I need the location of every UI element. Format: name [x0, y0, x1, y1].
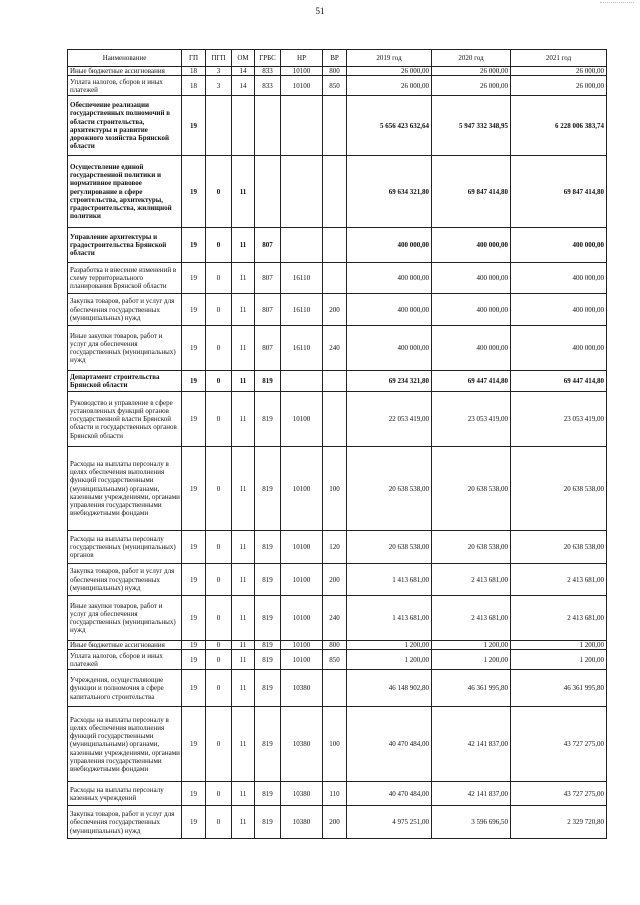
row-pgp: 0: [206, 392, 232, 447]
row-pgp: 0: [206, 670, 232, 707]
row-2020: 1 200,00: [432, 641, 511, 650]
row-nr: [281, 96, 323, 156]
row-name: Департамент строительства Брянской области: [68, 371, 182, 392]
row-2020: 69 447 414,80: [432, 371, 511, 392]
row-2020: 20 638 538,00: [432, 531, 511, 564]
row-2021: 2 413 681,00: [511, 596, 607, 641]
row-gp: 19: [182, 782, 206, 806]
row-2020: 26 000,00: [432, 76, 511, 96]
row-grbs: 807: [255, 263, 281, 294]
row-vr: 200: [323, 294, 347, 326]
row-2020: 23 053 419,00: [432, 392, 511, 447]
row-om: 11: [232, 670, 255, 707]
table-row: [68, 707, 607, 782]
row-name: Управление архитектуры и градостроительства Брянской области: [68, 228, 182, 263]
row-2019: 1 200,00: [347, 650, 432, 670]
row-2020: 42 141 837,00: [432, 782, 511, 806]
row-om: 14: [232, 67, 255, 76]
row-nr: 10100: [281, 76, 323, 96]
row-name: Иные закупки товаров, работ и услуг для обеспечения государственных (муниципальных) нужд: [68, 326, 182, 371]
row-gp: 19: [182, 156, 206, 228]
table-row: [68, 228, 607, 263]
row-grbs: 807: [255, 326, 281, 371]
row-grbs: 807: [255, 294, 281, 326]
header-2021: 2021 год: [511, 50, 607, 67]
row-grbs: [255, 96, 281, 156]
corner-mark: [600, 2, 634, 3]
row-2021: 1 200,00: [511, 650, 607, 670]
row-om: 11: [232, 596, 255, 641]
row-grbs: 819: [255, 670, 281, 707]
row-2021: 2 329 720,80: [511, 806, 607, 839]
row-pgp: 0: [206, 641, 232, 650]
row-nr: 10100: [281, 531, 323, 564]
row-grbs: 819: [255, 707, 281, 782]
row-2021: 1 200,00: [511, 641, 607, 650]
row-nr: 10380: [281, 707, 323, 782]
row-name: Учреждения, осуществляющие функции и полномочия в сфере капитального строительства: [68, 670, 182, 707]
row-2020: 400 000,00: [432, 326, 511, 371]
row-2021: 400 000,00: [511, 228, 607, 263]
table-row: [68, 392, 607, 447]
row-2020: 400 000,00: [432, 294, 511, 326]
row-nr: [281, 371, 323, 392]
row-name: Обеспечение реализации государственных полномочий в области строительства, архитектуры и развитие дорожного хозяйства Брянской области: [68, 96, 182, 156]
row-grbs: 819: [255, 564, 281, 596]
row-name: Расходы на выплаты персоналу казенных учреждений: [68, 782, 182, 806]
row-om: 11: [232, 447, 255, 531]
row-name: Расходы на выплаты персоналу в целях обеспечения выполнения функций государственными (муниципальными) органами, казенными учреждениями, органами управления государственными внебюджетными фондами: [68, 447, 182, 531]
row-2021: 26 000,00: [511, 76, 607, 96]
row-name: Закупка товаров, работ и услуг для обеспечения государственных (муниципальных) нужд: [68, 806, 182, 839]
row-2020: 3 596 696,50: [432, 806, 511, 839]
row-om: 11: [232, 650, 255, 670]
row-2021: 23 053 419,00: [511, 392, 607, 447]
row-2021: 6 228 006 383,74: [511, 96, 607, 156]
row-om: 11: [232, 641, 255, 650]
row-2021: 69 847 414,80: [511, 156, 607, 228]
row-2020: 20 638 538,00: [432, 447, 511, 531]
row-2019: 400 000,00: [347, 294, 432, 326]
table-row: [68, 326, 607, 371]
row-2020: 26 000,00: [432, 67, 511, 76]
row-nr: 10100: [281, 564, 323, 596]
row-2019: 1 200,00: [347, 641, 432, 650]
row-pgp: 0: [206, 531, 232, 564]
row-2020: 2 413 681,00: [432, 564, 511, 596]
row-pgp: 0: [206, 371, 232, 392]
row-grbs: 819: [255, 782, 281, 806]
row-pgp: [206, 96, 232, 156]
table-row: [68, 596, 607, 641]
header-gp: ГП: [182, 50, 206, 67]
row-2019: 20 638 538,00: [347, 447, 432, 531]
row-vr: 240: [323, 326, 347, 371]
row-grbs: 819: [255, 447, 281, 531]
row-nr: 10100: [281, 650, 323, 670]
row-2019: 400 000,00: [347, 326, 432, 371]
row-gp: 19: [182, 294, 206, 326]
row-pgp: 0: [206, 156, 232, 228]
table-row: [68, 806, 607, 839]
table-row: [68, 782, 607, 806]
row-gp: 19: [182, 447, 206, 531]
row-2021: 400 000,00: [511, 326, 607, 371]
row-2021: 20 638 538,00: [511, 531, 607, 564]
row-pgp: 0: [206, 782, 232, 806]
row-gp: 19: [182, 806, 206, 839]
row-2021: 26 000,00: [511, 67, 607, 76]
row-nr: 10100: [281, 67, 323, 76]
header-nr: НР: [281, 50, 323, 67]
row-grbs: 819: [255, 531, 281, 564]
row-vr: [323, 228, 347, 263]
row-grbs: 833: [255, 76, 281, 96]
row-2021: 400 000,00: [511, 294, 607, 326]
row-vr: 120: [323, 531, 347, 564]
row-om: 11: [232, 294, 255, 326]
row-2019: 69 234 321,80: [347, 371, 432, 392]
row-vr: 200: [323, 564, 347, 596]
row-2021: 400 000,00: [511, 263, 607, 294]
row-gp: 19: [182, 392, 206, 447]
row-om: 11: [232, 228, 255, 263]
row-2019: 40 470 484,00: [347, 707, 432, 782]
row-name: Разработка и внесение изменений в схему территориального планирования Брянской области: [68, 263, 182, 294]
row-2019: 400 000,00: [347, 263, 432, 294]
row-2021: 43 727 275,00: [511, 707, 607, 782]
row-vr: [323, 670, 347, 707]
row-2019: 1 413 681,00: [347, 596, 432, 641]
budget-table: [67, 49, 607, 839]
row-name: Уплата налогов, сборов и иных платежей: [68, 76, 182, 96]
row-gp: 19: [182, 596, 206, 641]
table-row: [68, 76, 607, 96]
row-2020: 1 200,00: [432, 650, 511, 670]
row-vr: [323, 371, 347, 392]
table-row: [68, 670, 607, 707]
row-name: Расходы на выплаты персоналу в целях обеспечения выполнения функций государственными (муниципальными) органами, казенными учреждениями, органами управления государственными внебюджетными фондами: [68, 707, 182, 782]
row-name: Уплата налогов, сборов и иных платежей: [68, 650, 182, 670]
row-2021: 43 727 275,00: [511, 782, 607, 806]
row-2020: 69 847 414,80: [432, 156, 511, 228]
row-gp: 18: [182, 67, 206, 76]
row-om: 11: [232, 392, 255, 447]
table-row: [68, 531, 607, 564]
row-nr: 10100: [281, 392, 323, 447]
row-om: 11: [232, 782, 255, 806]
row-nr: 10100: [281, 596, 323, 641]
row-pgp: 0: [206, 294, 232, 326]
row-2019: 69 634 321,80: [347, 156, 432, 228]
row-grbs: 833: [255, 67, 281, 76]
row-pgp: 0: [206, 806, 232, 839]
row-2020: 2 413 681,00: [432, 596, 511, 641]
row-name: Закупка товаров, работ и услуг для обеспечения государственных (муниципальных) нужд: [68, 564, 182, 596]
row-grbs: 819: [255, 371, 281, 392]
row-gp: 19: [182, 371, 206, 392]
row-vr: 100: [323, 447, 347, 531]
row-grbs: 819: [255, 806, 281, 839]
row-pgp: 0: [206, 650, 232, 670]
row-2019: 26 000,00: [347, 67, 432, 76]
row-om: 14: [232, 76, 255, 96]
row-gp: 19: [182, 531, 206, 564]
row-vr: [323, 96, 347, 156]
row-nr: 10380: [281, 782, 323, 806]
header-2020: 2020 год: [432, 50, 511, 67]
row-vr: 240: [323, 596, 347, 641]
header-name: Наименование: [68, 50, 182, 67]
row-gp: 19: [182, 326, 206, 371]
row-gp: 19: [182, 564, 206, 596]
row-om: [232, 96, 255, 156]
row-name: Руководство и управление в сфере установленных функций органов государственной власти Брянской области и государственных органов Брянской области: [68, 392, 182, 447]
table-row: [68, 447, 607, 531]
row-om: 11: [232, 156, 255, 228]
row-2019: 1 413 681,00: [347, 564, 432, 596]
row-2019: 46 148 902,80: [347, 670, 432, 707]
row-2020: 42 141 837,00: [432, 707, 511, 782]
row-gp: 19: [182, 650, 206, 670]
row-gp: 19: [182, 641, 206, 650]
row-vr: [323, 392, 347, 447]
row-2019: 400 000,00: [347, 228, 432, 263]
row-2021: 20 638 538,00: [511, 447, 607, 531]
row-nr: [281, 228, 323, 263]
row-pgp: 0: [206, 228, 232, 263]
row-gp: 19: [182, 228, 206, 263]
table-row: [68, 564, 607, 596]
header-vr: ВР: [323, 50, 347, 67]
row-pgp: 0: [206, 447, 232, 531]
row-vr: 800: [323, 67, 347, 76]
row-grbs: 819: [255, 596, 281, 641]
row-name: Иные бюджетные ассигнования: [68, 641, 182, 650]
row-2019: 22 053 419,00: [347, 392, 432, 447]
row-nr: 10100: [281, 641, 323, 650]
header-grbs: ГРБС: [255, 50, 281, 67]
row-pgp: 0: [206, 263, 232, 294]
row-vr: 100: [323, 707, 347, 782]
row-vr: [323, 156, 347, 228]
row-name: Иные закупки товаров, работ и услуг для обеспечения государственных (муниципальных) нужд: [68, 596, 182, 641]
row-pgp: 3: [206, 76, 232, 96]
row-vr: 850: [323, 76, 347, 96]
row-om: 11: [232, 564, 255, 596]
row-name: Иные бюджетные ассигнования: [68, 67, 182, 76]
table-row: [68, 96, 607, 156]
row-gp: 19: [182, 670, 206, 707]
table-header-row: [68, 50, 607, 67]
row-gp: 18: [182, 76, 206, 96]
row-vr: 850: [323, 650, 347, 670]
row-nr: 16110: [281, 263, 323, 294]
row-grbs: 807: [255, 228, 281, 263]
table-row: [68, 294, 607, 326]
row-name: Закупка товаров, работ и услуг для обеспечения государственных (муниципальных) нужд: [68, 294, 182, 326]
row-om: 11: [232, 806, 255, 839]
table-row: [68, 371, 607, 392]
row-gp: 19: [182, 96, 206, 156]
row-2020: 5 947 332 348,95: [432, 96, 511, 156]
row-nr: 16110: [281, 326, 323, 371]
row-pgp: 3: [206, 67, 232, 76]
row-2019: 26 000,00: [347, 76, 432, 96]
row-grbs: 819: [255, 650, 281, 670]
row-pgp: 0: [206, 596, 232, 641]
row-pgp: 0: [206, 326, 232, 371]
row-om: 11: [232, 326, 255, 371]
row-2021: 69 447 414,80: [511, 371, 607, 392]
row-nr: 10380: [281, 806, 323, 839]
row-gp: 19: [182, 263, 206, 294]
row-2020: 400 000,00: [432, 263, 511, 294]
row-om: 11: [232, 263, 255, 294]
row-name: Расходы на выплаты персоналу государственных (муниципальных) органов: [68, 531, 182, 564]
row-gp: 19: [182, 707, 206, 782]
row-2019: 4 975 251,00: [347, 806, 432, 839]
row-grbs: [255, 156, 281, 228]
row-pgp: 0: [206, 564, 232, 596]
table-row: [68, 641, 607, 650]
header-2019: 2019 год: [347, 50, 432, 67]
row-vr: 200: [323, 806, 347, 839]
row-name: Осуществление единой государственной политики и нормативное правовое регулирование в сфере строительства, архитектуры, градостроительства, жилищной политики: [68, 156, 182, 228]
row-2019: 5 656 423 632,64: [347, 96, 432, 156]
row-om: 11: [232, 707, 255, 782]
row-vr: 800: [323, 641, 347, 650]
row-2019: 40 470 484,00: [347, 782, 432, 806]
row-nr: 10100: [281, 447, 323, 531]
row-2020: 46 361 995,80: [432, 670, 511, 707]
header-pgp: ПГП: [206, 50, 232, 67]
row-om: 11: [232, 531, 255, 564]
row-grbs: 819: [255, 392, 281, 447]
row-nr: 10380: [281, 670, 323, 707]
row-2019: 20 638 538,00: [347, 531, 432, 564]
table-row: [68, 650, 607, 670]
table-row: [68, 67, 607, 76]
row-2020: 400 000,00: [432, 228, 511, 263]
row-pgp: 0: [206, 707, 232, 782]
row-nr: 16110: [281, 294, 323, 326]
row-om: 11: [232, 371, 255, 392]
table-body: [68, 67, 607, 839]
page-number: 51: [315, 6, 325, 16]
header-om: ОМ: [232, 50, 255, 67]
row-2021: 46 361 995,80: [511, 670, 607, 707]
row-vr: 110: [323, 782, 347, 806]
row-vr: [323, 263, 347, 294]
row-2021: 2 413 681,00: [511, 564, 607, 596]
row-grbs: 819: [255, 641, 281, 650]
table-row: [68, 263, 607, 294]
row-nr: [281, 156, 323, 228]
table-row: [68, 156, 607, 228]
